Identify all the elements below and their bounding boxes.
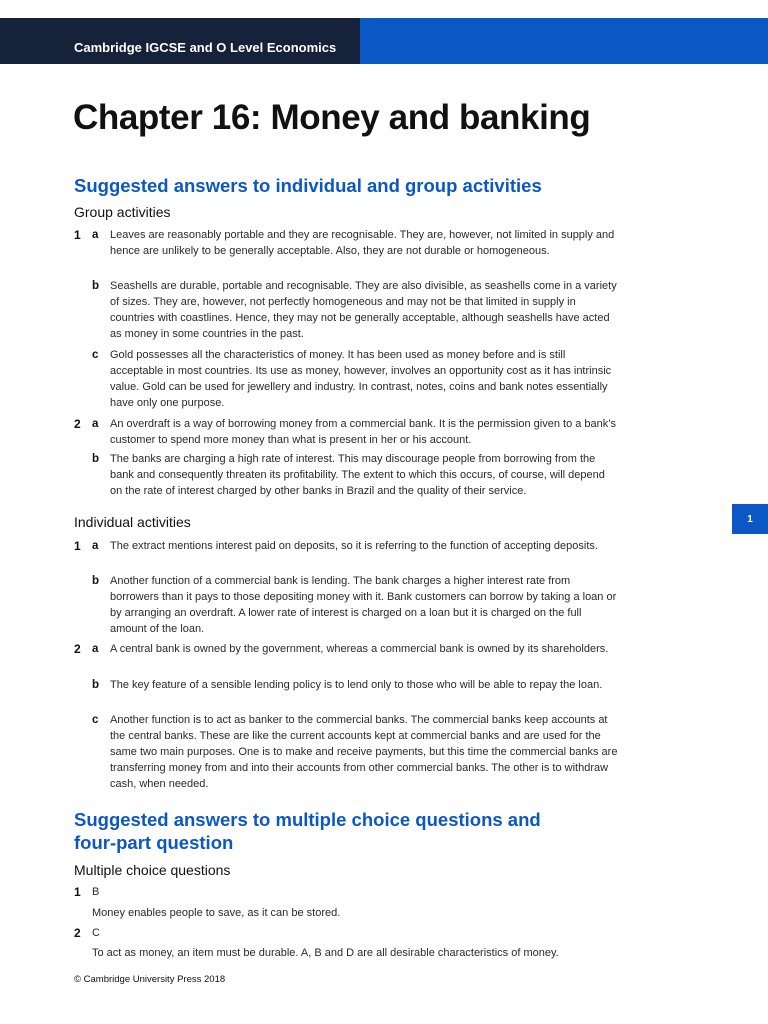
answer-text: A central bank is owned by the government, whereas a commercial bank is owned by its shareholders. [110, 643, 609, 655]
question-number: 2 [74, 642, 81, 656]
mcq-explanation: To act as money, an item must be durable. A, B and D are all desirable characteristics of money. [92, 947, 559, 959]
section-heading-mcq-line2: four-part question [74, 832, 234, 853]
header-band-blue [360, 18, 768, 64]
mcq-answer: B [92, 886, 100, 898]
answer-text: The extract mentions interest paid on deposits, so it is referring to the function of accepting deposits. [110, 540, 598, 552]
section-heading-activities: Suggested answers to individual and group activities [74, 175, 542, 196]
question-number: 2 [74, 926, 81, 940]
part-letter: b [92, 280, 100, 292]
part-letter: b [92, 575, 100, 587]
chapter-title: Chapter 16: Money and banking [73, 98, 591, 137]
mcq-answer: C [92, 927, 100, 939]
part-letter: b [92, 453, 100, 465]
answer-text: The banks are charging a high rate of interest. This may discourage people from borrowing from the bank and consequently threaten its profitability. The extent to which this occurs, of course, will depend on the rate of interest charged by other banks in Brazil and the quality of their service. [110, 453, 605, 497]
book-title: Cambridge IGCSE and O Level Economics [74, 40, 337, 55]
mcq-explanation: Money enables people to save, as it can be stored. [92, 907, 341, 919]
part-letter: a [92, 540, 99, 552]
answer-text: Another function is to act as banker to the commercial banks. The commercial banks keep accounts at the central banks. These are like the current accounts kept at commercial banks and are used for the same two main purposes. One is to make and receive payments, but this time the commercial banks are transferring money from and into their accounts from other commercial banks. The other is to withdraw cash, when needed. [110, 714, 618, 790]
mcq-heading: Multiple choice questions [74, 862, 231, 878]
part-letter: a [92, 229, 99, 241]
answer-text: Gold possesses all the characteristics of money. It has been used as money before and is still acceptable in most countries. Its use as money, however, involves an opportunity cost as it has intrinsic value. Gold can be used for jewellery and industry. In contrast, notes, coins and bank notes essentially have only one purpose. [110, 349, 612, 409]
section-heading-mcq-line1: Suggested answers to multiple choice questions and [74, 809, 541, 830]
answer-text: The key feature of a sensible lending policy is to lend only to those who will be able to repay the loan. [110, 679, 603, 691]
question-number: 1 [74, 885, 81, 899]
group-activities-heading: Group activities [74, 204, 171, 220]
answer-text: An overdraft is a way of borrowing money from a commercial bank. It is the permission given to a bank’s customer to spend more money than what is present in her or his account. [110, 418, 617, 446]
answer-text: Leaves are reasonably portable and they are recognisable. They are, however, not limited in supply and hence are unlikely to be generally acceptable. Also, they are not durable or homogeneous. [110, 229, 615, 257]
question-number: 2 [74, 417, 81, 431]
page-number-tab: 1 [732, 504, 768, 534]
part-letter: c [92, 349, 99, 361]
individual-activities-heading: Individual activities [74, 514, 191, 530]
part-letter: b [92, 679, 100, 691]
question-number: 1 [74, 228, 81, 242]
answer-text: Seashells are durable, portable and recognisable. They are also divisible, as seashells come in a variety of sizes. They are, however, not perfectly homogeneous and may not be that limited in supply in countries with coastlines. Hence, they may not be generally acceptable, although seashells have acted as money in some countries in the past. [110, 280, 617, 340]
part-letter: a [92, 643, 99, 655]
question-number: 1 [74, 539, 81, 553]
part-letter: c [92, 714, 99, 726]
copyright-footer: © Cambridge University Press 2018 [74, 974, 226, 985]
part-letter: a [92, 418, 99, 430]
answer-text: Another function of a commercial bank is lending. The bank charges a higher interest rate from borrowers than it pays to those depositing money with it. Bank customers can borrow by taking a loan or by arranging an overdraft. A lower rate of interest is charged on a loan but it is charged on the full amount of the loan. [110, 575, 617, 635]
